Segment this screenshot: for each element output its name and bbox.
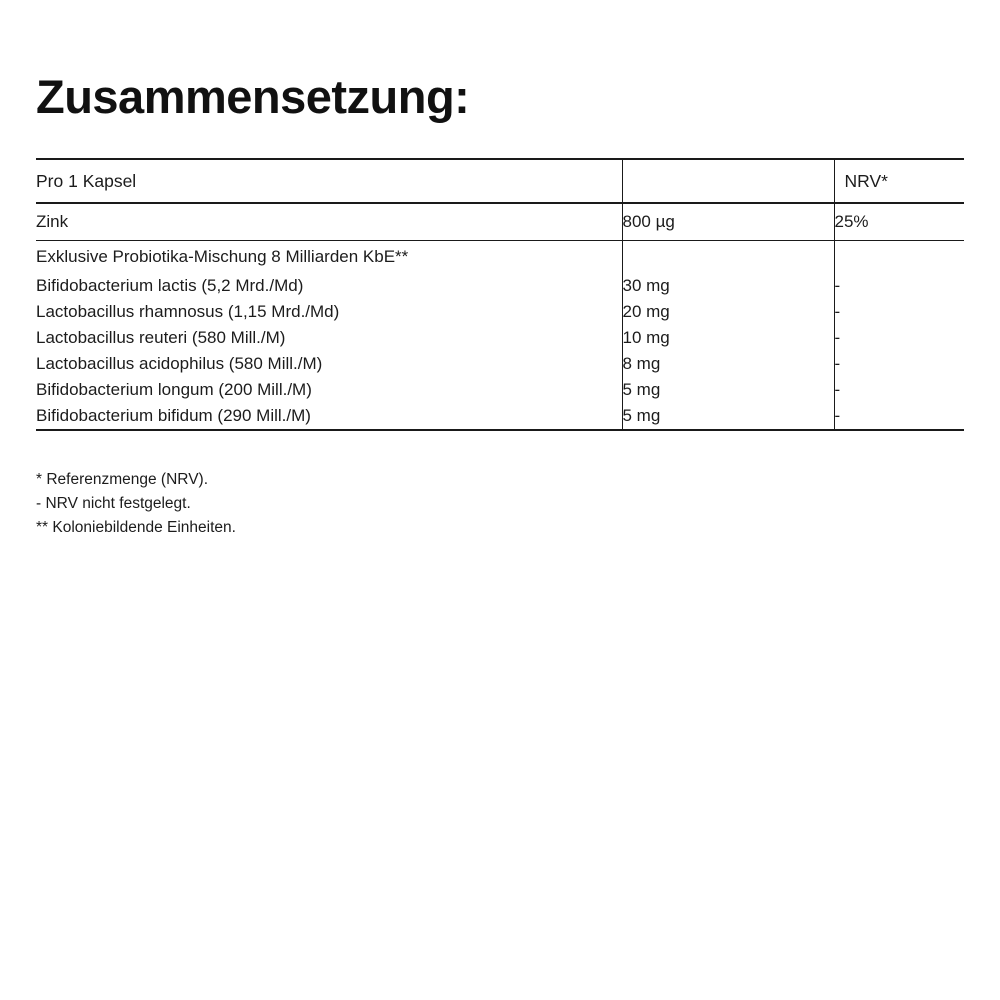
nutrient-nrv: - [834,380,841,399]
nutrient-name: Bifidobacterium longum (200 Mill./M) [36,377,622,403]
nutrient-nrv: - [834,354,841,373]
footnotes [36,468,236,540]
table-row [36,273,964,299]
nutrient-nrv: - [834,302,841,321]
table-row [36,241,964,274]
nutrient-name: Lactobacillus acidophilus (580 Mill./M) [36,351,622,377]
table-row [36,403,964,430]
nutrient-nrv: - [834,276,841,295]
nutrient-nrv [834,241,964,274]
composition-table [36,158,964,431]
nutrient-name: Lactobacillus reuteri (580 Mill./M) [36,325,622,351]
table-row [36,203,964,241]
column-header-amount [622,159,834,203]
table-row [36,351,964,377]
footnote-nrv: * Referenzmenge (NRV). [36,471,209,488]
nutrient-nrv: 25% [834,203,964,241]
page-title: Zusammensetzung: [36,70,470,124]
nutrient-amount: 5 mg [622,377,834,403]
table-row [36,299,964,325]
table-row [36,377,964,403]
nutrient-name: Lactobacillus rhamnosus (1,15 Mrd./Md) [36,299,622,325]
nutrient-amount: 800 µg [622,203,834,241]
column-header-name: Pro 1 Kapsel [36,159,622,203]
nutrient-name: Bifidobacterium bifidum (290 Mill./M) [36,403,622,430]
column-header-nrv: NRV* [834,159,964,203]
table-row [36,325,964,351]
footnote-dash: - NRV nicht festgelegt. [36,495,191,513]
nutrient-amount: 10 mg [622,325,834,351]
nutrient-name: Zink [36,203,622,241]
nutrient-name: Exklusive Probiotika-Mischung 8 Milliarden KbE** [36,241,622,274]
nutrient-amount: 30 mg [622,273,834,299]
composition-table-wrapper [36,158,964,431]
nutrient-amount [622,241,834,274]
nutrient-name: Bifidobacterium lactis (5,2 Mrd./Md) [36,273,622,299]
nutrient-amount: 20 mg [622,299,834,325]
nutrient-nrv: - [834,403,964,430]
table-header-row [36,159,964,203]
nutrient-amount: 8 mg [622,351,834,377]
nutrient-nrv: - [834,328,841,347]
footnote-kbe: ** Koloniebildende Einheiten. [36,519,236,537]
nutrient-amount: 5 mg [622,403,834,430]
